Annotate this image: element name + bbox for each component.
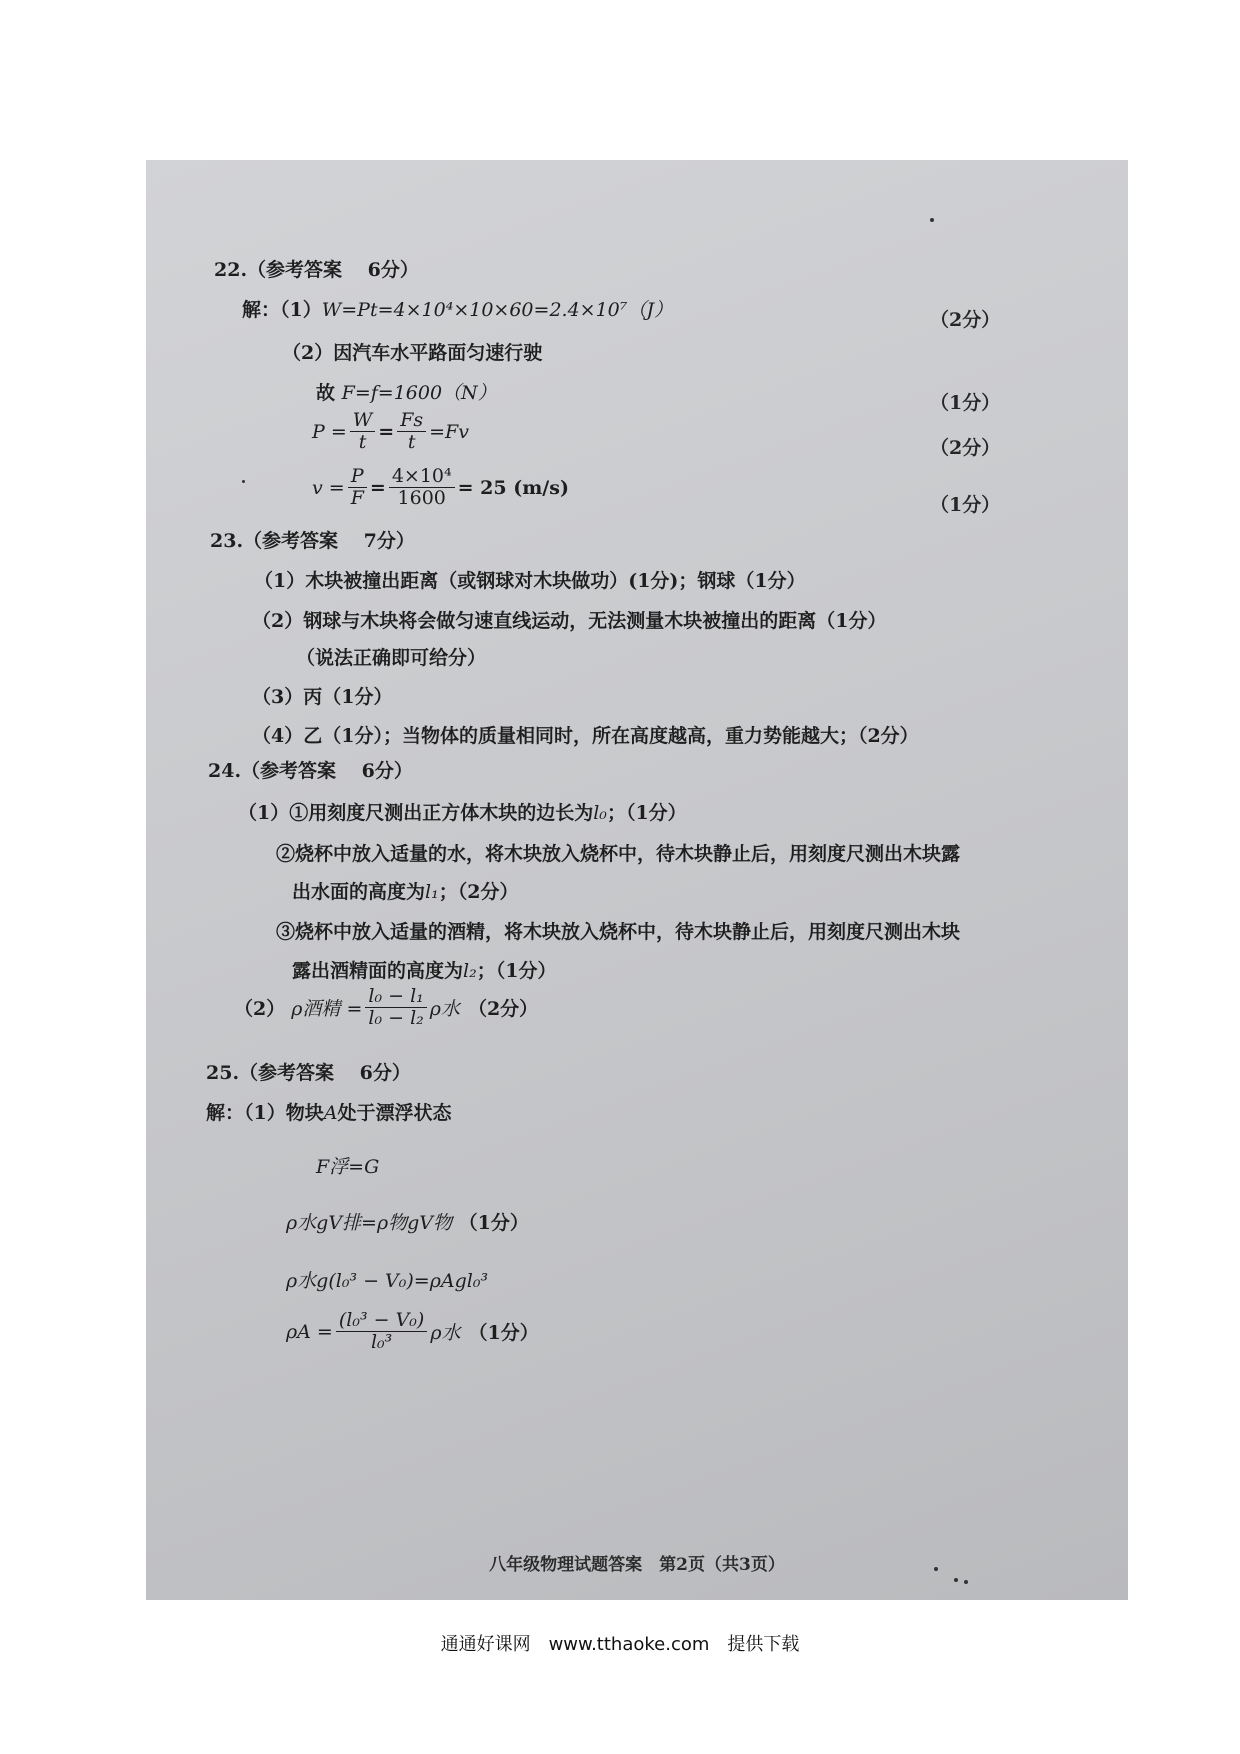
q24-line2: ②烧杯中放入适量的水，将木块放入烧杯中，待木块静止后，用刻度尺测出木块露 (276, 843, 961, 865)
q23-line4: （3）丙（1分） (252, 686, 393, 708)
q24-density-formula: （2） ρ酒精 = $\frac{\text{l₀ − l₁}}{\text{l₀ − l₂}}$ ρ水 （2分） (234, 985, 539, 1029)
fraction-length-ratio: $\frac{\text{l₀ − l₁}}{\text{l₀ − l₂}}$ (365, 986, 426, 1029)
q22-line2: （2）因汽车水平路面匀速行驶 (282, 342, 543, 364)
q22-line3: 故 F=f=1600（N） (316, 382, 497, 404)
fraction-volume-ratio: $\frac{\text{(l₀³ − V₀)}}{\text{l₀³}}$ (336, 1310, 427, 1353)
q23-heading: 23.（参考答案 7分） (210, 530, 415, 552)
scanned-answer-sheet (146, 160, 1128, 1600)
q23-line2: （2）钢球与木块将会做匀速直线运动，无法测量木块被撞出的距离（1分） (252, 610, 887, 632)
q24-line1: （1）①用刻度尺测出正方体木块的边长为l₀；（1分） (238, 802, 687, 824)
q25-line1: 解：（1）物块A处于漂浮状态 (206, 1102, 452, 1124)
q23-line5: （4）乙（1分）；当物体的质量相同时，所在高度越高，重力势能越大；（2分） (252, 725, 919, 747)
fraction-value: $\frac{\text{4×10⁴}}{1600}$ (389, 466, 455, 509)
download-credit: 通通好课网 www.tthaoke.com 提供下载 (440, 1634, 800, 1655)
fraction-fs-over-t: $\frac{Fs}{t}$ (397, 410, 426, 453)
q24-heading: 24.（参考答案 6分） (208, 760, 413, 782)
q22-line5-score: （1分） (930, 494, 1001, 516)
q22-heading: 22.（参考答案 6分） (214, 259, 419, 281)
speck (930, 218, 934, 222)
q25-line4: ρ水g(l₀³ − V₀)=ρAgl₀³ (286, 1270, 489, 1292)
q22-line1: 解：（1）W=Pt=4×10⁴×10×60=2.4×10⁷（J） (242, 299, 673, 321)
q22-line4-score: （2分） (930, 437, 1001, 459)
q25-heading: 25.（参考答案 6分） (206, 1062, 411, 1084)
q22-line3-score: （1分） (930, 392, 1001, 414)
q25-density-formula: ρA = $\frac{\text{(l₀³ − V₀)}}{\text{l₀³}}$ ρ水 （1分） (286, 1309, 539, 1353)
page-footer: 八年级物理试题答案 第2页（共3页） (489, 1555, 785, 1575)
fraction-w-over-t: $\frac{W}{t}$ (350, 410, 376, 453)
q22-line1-score: （2分） (930, 309, 1001, 331)
q23-line3: （说法正确即可给分） (296, 647, 487, 669)
q24-line5: 露出酒精面的高度为l₂；（1分） (292, 960, 557, 982)
q23-line1: （1）木块被撞出距离（或钢球对木块做功）(1分)；钢球（1分） (254, 570, 806, 592)
speck (242, 480, 245, 483)
q24-line3: 出水面的高度为l₁；（2分） (292, 881, 519, 903)
speck (954, 1578, 958, 1582)
q22-power-equation: P = $\frac{W}{t}$ = $\frac{Fs}{t}$ =Fv (312, 409, 469, 453)
speck (964, 1580, 968, 1584)
q25-line3: ρ水gV排=ρ物gV物 （1分） (286, 1212, 529, 1234)
fraction-p-over-f: $\frac{P}{F}$ (348, 466, 367, 509)
q24-line4: ③烧杯中放入适量的酒精，将木块放入烧杯中，待木块静止后，用刻度尺测出木块 (276, 921, 961, 943)
q25-line2: F浮=G (316, 1156, 380, 1178)
q22-velocity-equation: v = $\frac{P}{F}$ = $\frac{\text{4×10⁴}}{1600}$ = 25 (m/s) (312, 465, 569, 509)
speck (934, 1567, 938, 1571)
